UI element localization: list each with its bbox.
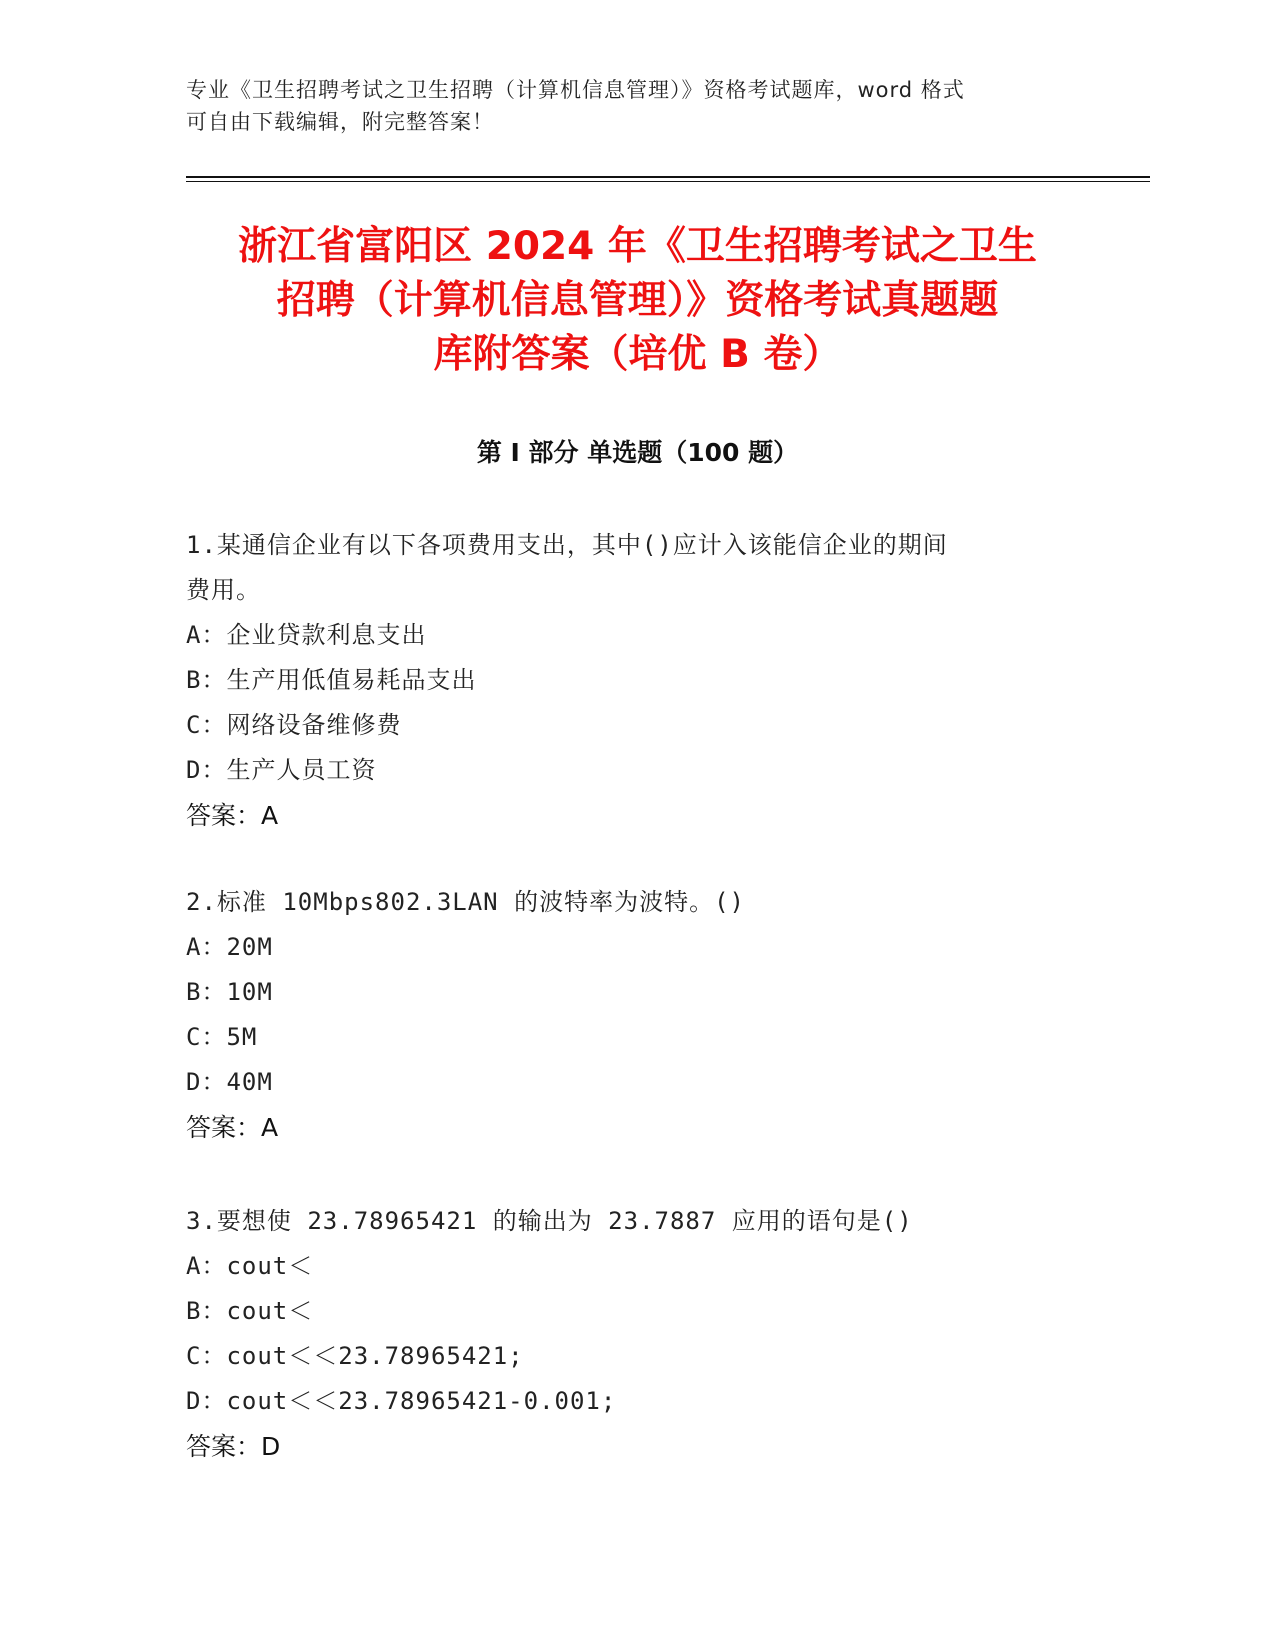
option-c: C：5M [186,1023,258,1051]
question-stem [186,523,1076,613]
header-divider [186,176,1150,178]
option-a: A：企业贷款利息支出 [186,621,427,649]
question-stem-line: 1.某通信企业有以下各项费用支出，其中()应计入该能信企业的期间 [186,531,948,559]
question-stem-line: 费用。 [186,576,261,604]
option-b: B：cout＜ [186,1297,314,1325]
answer: 答案：D [186,1432,281,1461]
question-stem-line: 3.要想使 23.78965421 的输出为 23.7887 应用的语句是() [186,1207,913,1235]
question-stem [186,880,1076,925]
option-b: B：生产用低值易耗品支出 [186,666,477,694]
header-note [186,74,1076,138]
header-divider-thin [186,181,1150,182]
question-1 [186,523,1076,838]
document-title [150,220,1125,382]
title-line: 招聘（计算机信息管理）》资格考试真题题 [276,278,999,323]
option-c: C：网络设备维修费 [186,711,402,739]
option-a: A：cout＜ [186,1252,314,1280]
header-note-line: 可自由下载编辑，附完整答案！ [186,110,494,134]
question-2 [186,880,1076,1150]
answer: 答案：A [186,1113,279,1142]
option-d: D：生产人员工资 [186,756,377,784]
option-a: A：20M [186,933,273,961]
option-c: C：cout＜＜23.78965421; [186,1342,524,1370]
section-heading: 第 I 部分 单选题（100 题） [476,438,799,467]
header-note-line: 专业《卫生招聘考试之卫生招聘（计算机信息管理）》资格考试题库，word 格式 [186,78,965,102]
title-line: 库附答案（培优 B 卷） [433,332,842,377]
question-3 [186,1199,1076,1469]
question-stem [186,1199,1076,1244]
title-line: 浙江省富阳区 2024 年《卫生招聘考试之卫生 [238,224,1037,269]
option-d: D：cout＜＜23.78965421-0.001; [186,1387,617,1415]
option-d: D：40M [186,1068,273,1096]
question-stem-line: 2.标准 10Mbps802.3LAN 的波特率为波特。() [186,888,745,916]
option-b: B：10M [186,978,273,1006]
answer: 答案：A [186,801,279,830]
